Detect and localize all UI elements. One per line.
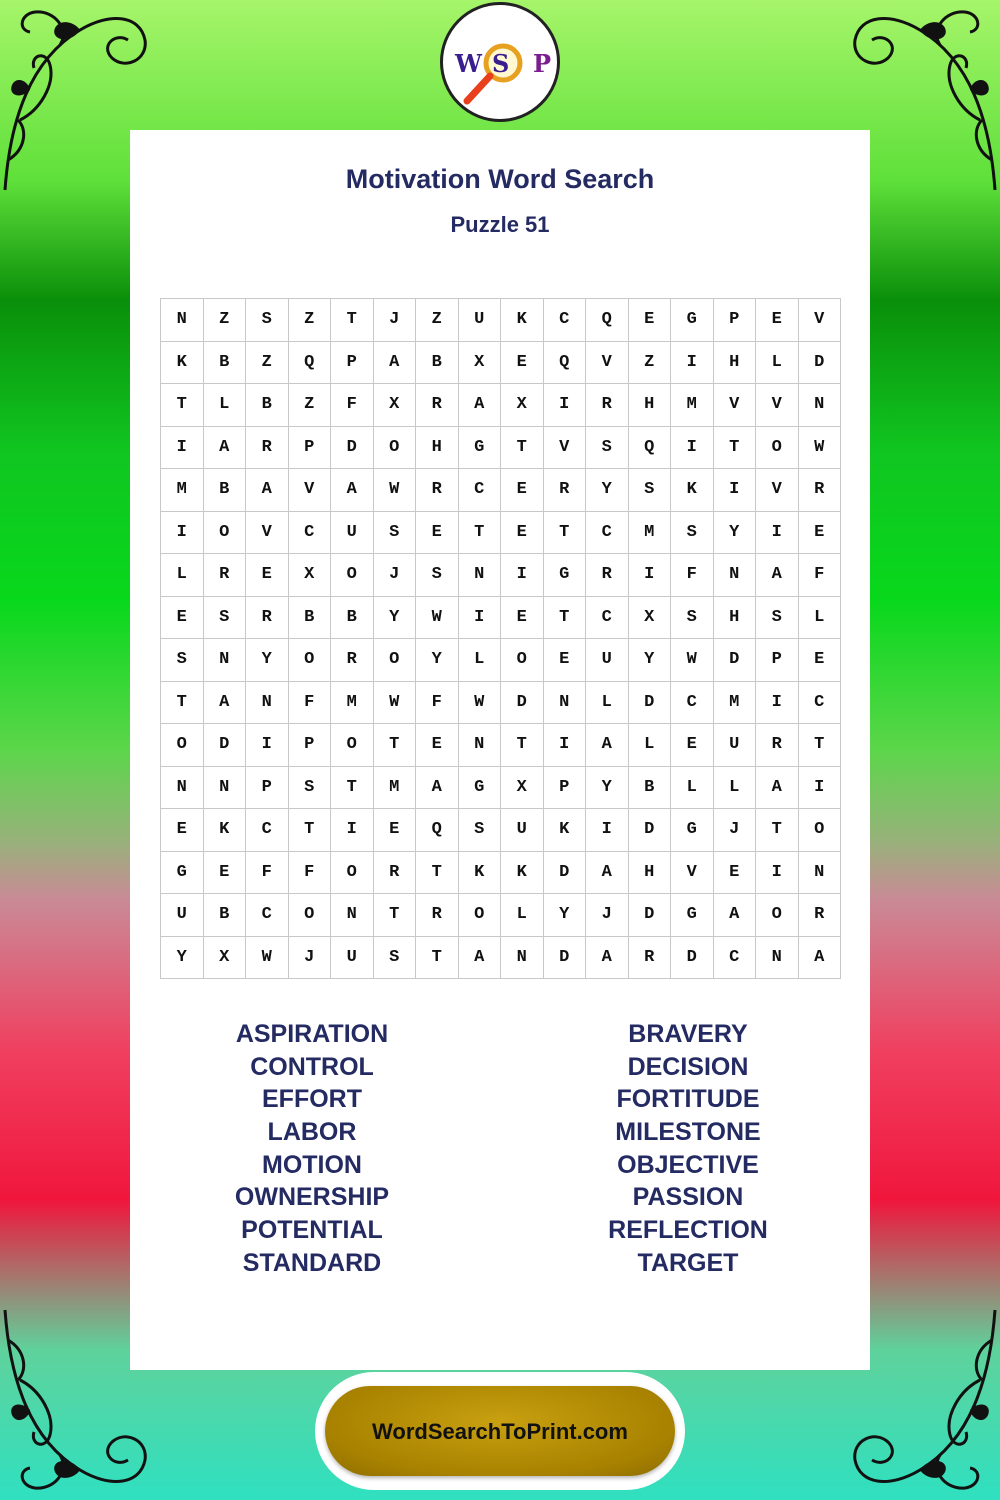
grid-cell[interactable]: L — [586, 682, 629, 725]
word-list-item: OWNERSHIP — [234, 1183, 390, 1212]
grid-cell[interactable]: L — [204, 384, 247, 427]
grid-cell[interactable]: T — [544, 512, 587, 555]
grid-cell[interactable]: U — [714, 724, 757, 767]
corner-flourish-top-right — [850, 0, 1000, 200]
grid-cell[interactable]: K — [501, 852, 544, 895]
grid-cell[interactable]: R — [586, 384, 629, 427]
grid-cell[interactable]: P — [544, 767, 587, 810]
grid-cell[interactable]: B — [629, 767, 672, 810]
grid-cell[interactable]: J — [714, 809, 757, 852]
grid-cell[interactable]: D — [671, 937, 714, 980]
grid-cell[interactable]: X — [501, 767, 544, 810]
grid-cell[interactable]: I — [714, 469, 757, 512]
grid-cell[interactable]: L — [714, 767, 757, 810]
grid-cell[interactable]: V — [544, 427, 587, 470]
grid-cell[interactable]: T — [416, 937, 459, 980]
grid-cell[interactable]: V — [246, 512, 289, 555]
grid-cell[interactable]: D — [629, 809, 672, 852]
grid-cell[interactable]: C — [586, 597, 629, 640]
grid-cell[interactable]: Y — [629, 639, 672, 682]
grid-cell[interactable]: C — [246, 809, 289, 852]
grid-cell[interactable]: F — [246, 852, 289, 895]
grid-cell[interactable]: A — [714, 894, 757, 937]
grid-cell[interactable]: A — [416, 767, 459, 810]
grid-cell[interactable]: I — [459, 597, 502, 640]
grid-cell[interactable]: B — [246, 384, 289, 427]
grid-cell[interactable]: B — [204, 469, 247, 512]
grid-cell[interactable]: D — [544, 852, 587, 895]
grid-cell[interactable]: F — [416, 682, 459, 725]
grid-cell[interactable]: Y — [161, 937, 204, 980]
grid-cell[interactable]: C — [246, 894, 289, 937]
grid-cell[interactable]: E — [161, 597, 204, 640]
grid-cell[interactable]: A — [459, 937, 502, 980]
grid-cell[interactable]: A — [246, 469, 289, 512]
grid-cell[interactable]: L — [161, 554, 204, 597]
grid-cell[interactable]: Y — [416, 639, 459, 682]
grid-cell[interactable]: T — [544, 597, 587, 640]
corner-flourish-bottom-left — [0, 1300, 150, 1500]
grid-cell[interactable]: A — [586, 937, 629, 980]
grid-cell[interactable]: E — [544, 639, 587, 682]
grid-cell[interactable]: P — [714, 299, 757, 342]
grid-cell[interactable]: R — [246, 597, 289, 640]
grid-cell[interactable]: K — [544, 809, 587, 852]
letter-grid — [160, 298, 841, 979]
grid-cell[interactable]: L — [629, 724, 672, 767]
grid-cell[interactable]: E — [501, 512, 544, 555]
grid-cell[interactable]: A — [459, 384, 502, 427]
wsp-logo — [440, 2, 560, 122]
grid-cell[interactable]: I — [799, 767, 842, 810]
grid-cell[interactable]: N — [161, 767, 204, 810]
grid-cell[interactable]: K — [671, 469, 714, 512]
grid-cell[interactable]: E — [629, 299, 672, 342]
grid-cell[interactable]: N — [161, 299, 204, 342]
grid-cell[interactable]: R — [204, 554, 247, 597]
grid-cell[interactable]: C — [544, 299, 587, 342]
word-list-item: PASSION — [632, 1183, 744, 1212]
grid-cell[interactable]: Q — [416, 809, 459, 852]
grid-cell[interactable]: T — [501, 724, 544, 767]
grid-cell[interactable]: P — [756, 639, 799, 682]
grid-cell[interactable]: G — [671, 809, 714, 852]
grid-cell[interactable]: T — [331, 299, 374, 342]
grid-cell[interactable]: Y — [586, 469, 629, 512]
grid-cell[interactable]: U — [501, 809, 544, 852]
grid-cell[interactable]: S — [289, 767, 332, 810]
grid-cell[interactable]: D — [204, 724, 247, 767]
grid-cell[interactable]: S — [586, 427, 629, 470]
grid-cell[interactable]: X — [289, 554, 332, 597]
grid-cell[interactable]: E — [501, 342, 544, 385]
grid-cell[interactable]: E — [714, 852, 757, 895]
grid-cell[interactable]: H — [416, 427, 459, 470]
grid-cell[interactable]: A — [586, 724, 629, 767]
grid-cell[interactable]: E — [416, 512, 459, 555]
grid-cell[interactable]: V — [714, 384, 757, 427]
grid-cell[interactable]: V — [586, 342, 629, 385]
grid-cell[interactable]: B — [204, 342, 247, 385]
grid-cell[interactable]: O — [756, 427, 799, 470]
word-list-item: ASPIRATION — [235, 1020, 389, 1048]
grid-cell[interactable]: O — [374, 427, 417, 470]
grid-cell[interactable]: H — [629, 852, 672, 895]
grid-cell[interactable]: N — [714, 554, 757, 597]
grid-cell[interactable]: E — [756, 299, 799, 342]
word-list-item: REFLECTION — [608, 1216, 768, 1245]
grid-cell[interactable]: N — [799, 384, 842, 427]
grid-cell[interactable]: Z — [246, 342, 289, 385]
grid-cell[interactable]: X — [374, 384, 417, 427]
grid-cell[interactable]: T — [416, 852, 459, 895]
grid-cell[interactable]: U — [331, 937, 374, 980]
logo-letter-s: S — [492, 49, 510, 78]
grid-cell[interactable]: O — [501, 639, 544, 682]
grid-cell[interactable]: L — [501, 894, 544, 937]
grid-cell[interactable]: N — [501, 937, 544, 980]
grid-cell[interactable]: S — [246, 299, 289, 342]
grid-cell[interactable]: J — [289, 937, 332, 980]
grid-cell[interactable]: L — [671, 767, 714, 810]
grid-cell[interactable]: O — [331, 554, 374, 597]
grid-cell[interactable]: S — [374, 937, 417, 980]
grid-cell[interactable]: Y — [246, 639, 289, 682]
grid-cell[interactable]: N — [756, 937, 799, 980]
grid-cell[interactable]: Z — [204, 299, 247, 342]
grid-cell[interactable]: H — [714, 342, 757, 385]
logo-letter-p: P — [533, 49, 552, 78]
grid-cell[interactable]: U — [161, 894, 204, 937]
grid-cell[interactable]: Q — [586, 299, 629, 342]
grid-cell[interactable]: K — [459, 852, 502, 895]
corner-flourish-top-left — [0, 0, 150, 200]
grid-cell[interactable]: J — [374, 554, 417, 597]
grid-cell[interactable]: S — [204, 597, 247, 640]
grid-cell[interactable]: N — [331, 894, 374, 937]
grid-cell[interactable]: F — [289, 852, 332, 895]
grid-cell[interactable]: V — [756, 469, 799, 512]
grid-cell[interactable]: A — [204, 427, 247, 470]
grid-cell[interactable]: S — [374, 512, 417, 555]
grid-cell[interactable]: Z — [629, 342, 672, 385]
grid-cell[interactable]: O — [204, 512, 247, 555]
grid-cell[interactable]: R — [416, 469, 459, 512]
grid-cell[interactable]: D — [799, 342, 842, 385]
grid-cell[interactable]: O — [289, 639, 332, 682]
grid-cell[interactable]: W — [671, 639, 714, 682]
grid-cell[interactable]: F — [289, 682, 332, 725]
grid-cell[interactable]: P — [331, 342, 374, 385]
grid-cell[interactable]: N — [459, 724, 502, 767]
grid-cell[interactable]: M — [331, 682, 374, 725]
grid-cell[interactable]: E — [799, 639, 842, 682]
grid-cell[interactable]: V — [756, 384, 799, 427]
grid-cell[interactable]: I — [671, 427, 714, 470]
grid-cell[interactable]: L — [459, 639, 502, 682]
grid-cell[interactable]: L — [756, 342, 799, 385]
grid-cell[interactable]: D — [501, 682, 544, 725]
grid-cell[interactable]: M — [161, 469, 204, 512]
grid-cell[interactable]: W — [246, 937, 289, 980]
grid-cell[interactable]: R — [331, 639, 374, 682]
grid-cell[interactable]: L — [799, 597, 842, 640]
grid-cell[interactable]: O — [331, 724, 374, 767]
grid-cell[interactable]: N — [799, 852, 842, 895]
grid-cell[interactable]: T — [756, 809, 799, 852]
grid-cell[interactable]: T — [714, 427, 757, 470]
grid-cell[interactable]: B — [204, 894, 247, 937]
grid-cell[interactable]: A — [331, 469, 374, 512]
grid-cell[interactable]: M — [374, 767, 417, 810]
grid-cell[interactable]: E — [416, 724, 459, 767]
word-list-item: POTENTIAL — [241, 1216, 383, 1245]
grid-cell[interactable]: N — [246, 682, 289, 725]
grid-cell[interactable]: C — [586, 512, 629, 555]
grid-cell[interactable]: G — [544, 554, 587, 597]
grid-cell[interactable]: T — [374, 894, 417, 937]
puzzle-title: Motivation Word Search — [345, 164, 655, 194]
grid-cell[interactable]: H — [629, 384, 672, 427]
grid-cell[interactable]: D — [544, 937, 587, 980]
grid-cell[interactable]: R — [246, 427, 289, 470]
grid-cell[interactable]: E — [799, 512, 842, 555]
word-list-left — [162, 1018, 462, 1280]
puzzle-sheet — [130, 130, 870, 1370]
logo-letter-w: W — [455, 49, 482, 78]
grid-cell[interactable]: A — [799, 937, 842, 980]
grid-cell[interactable]: K — [501, 299, 544, 342]
word-list-right — [538, 1018, 838, 1280]
grid-cell[interactable]: I — [629, 554, 672, 597]
word-list-item: LABOR — [267, 1118, 357, 1147]
grid-cell[interactable]: E — [161, 809, 204, 852]
grid-cell[interactable]: R — [374, 852, 417, 895]
word-list-item: STANDARD — [242, 1248, 382, 1277]
grid-cell[interactable]: Y — [544, 894, 587, 937]
grid-cell[interactable]: S — [671, 512, 714, 555]
grid-cell[interactable]: E — [246, 554, 289, 597]
grid-cell[interactable]: T — [459, 512, 502, 555]
grid-cell[interactable]: A — [374, 342, 417, 385]
grid-cell[interactable]: J — [374, 299, 417, 342]
grid-cell[interactable]: A — [204, 682, 247, 725]
grid-cell[interactable]: G — [671, 299, 714, 342]
grid-cell[interactable]: Y — [586, 767, 629, 810]
grid-cell[interactable]: K — [161, 342, 204, 385]
grid-cell[interactable]: S — [416, 554, 459, 597]
grid-cell[interactable]: W — [374, 682, 417, 725]
grid-cell[interactable]: G — [459, 427, 502, 470]
word-list-item: BRAVERY — [628, 1020, 748, 1048]
grid-cell[interactable]: T — [374, 724, 417, 767]
grid-cell[interactable]: W — [459, 682, 502, 725]
grid-cell[interactable]: Q — [629, 427, 672, 470]
grid-cell[interactable]: W — [374, 469, 417, 512]
grid-cell[interactable]: C — [799, 682, 842, 725]
grid-cell[interactable]: N — [544, 682, 587, 725]
footer-badge[interactable] — [315, 1372, 685, 1490]
grid-cell[interactable]: I — [161, 512, 204, 555]
grid-cell[interactable]: O — [289, 894, 332, 937]
grid-cell[interactable]: S — [756, 597, 799, 640]
grid-cell[interactable]: F — [799, 554, 842, 597]
grid-cell[interactable]: R — [756, 724, 799, 767]
grid-cell[interactable]: C — [671, 682, 714, 725]
grid-cell[interactable]: S — [629, 469, 672, 512]
word-list-item: DECISION — [627, 1052, 749, 1081]
grid-cell[interactable]: I — [544, 724, 587, 767]
grid-cell[interactable]: R — [416, 894, 459, 937]
word-list-item: CONTROL — [250, 1052, 374, 1081]
grid-cell[interactable]: R — [799, 894, 842, 937]
corner-flourish-bottom-right — [850, 1300, 1000, 1500]
site-link[interactable]: WordSearchToPrint.com — [372, 1419, 628, 1444]
grid-cell[interactable]: X — [629, 597, 672, 640]
word-list-item: FORTITUDE — [616, 1085, 760, 1114]
grid-cell[interactable]: O — [161, 724, 204, 767]
grid-cell[interactable]: U — [331, 512, 374, 555]
grid-cell[interactable]: Z — [289, 384, 332, 427]
grid-cell[interactable]: E — [501, 469, 544, 512]
grid-cell[interactable]: Y — [714, 512, 757, 555]
word-list-item: OBJECTIVE — [617, 1150, 759, 1179]
grid-cell[interactable]: I — [671, 342, 714, 385]
grid-cell[interactable]: D — [714, 639, 757, 682]
grid-cell[interactable]: I — [586, 809, 629, 852]
word-list-item: TARGET — [637, 1248, 739, 1277]
grid-cell[interactable]: O — [756, 894, 799, 937]
grid-cell[interactable]: S — [671, 597, 714, 640]
word-list-item: EFFORT — [262, 1085, 362, 1114]
grid-cell[interactable]: R — [586, 554, 629, 597]
grid-cell[interactable]: X — [459, 342, 502, 385]
grid-cell[interactable]: I — [246, 724, 289, 767]
grid-cell[interactable]: G — [459, 767, 502, 810]
grid-cell[interactable]: A — [586, 852, 629, 895]
grid-cell[interactable]: P — [289, 427, 332, 470]
grid-cell[interactable]: K — [204, 809, 247, 852]
grid-cell[interactable]: T — [161, 682, 204, 725]
grid-cell[interactable]: Z — [416, 299, 459, 342]
grid-cell[interactable]: M — [714, 682, 757, 725]
grid-cell[interactable]: X — [501, 384, 544, 427]
grid-cell[interactable]: U — [459, 299, 502, 342]
grid-cell[interactable]: V — [289, 469, 332, 512]
grid-cell[interactable]: O — [374, 639, 417, 682]
grid-cell[interactable]: W — [416, 597, 459, 640]
grid-cell[interactable]: R — [629, 937, 672, 980]
grid-cell[interactable]: R — [799, 469, 842, 512]
grid-cell[interactable]: C — [459, 469, 502, 512]
grid-cell[interactable]: H — [714, 597, 757, 640]
grid-cell[interactable]: E — [671, 724, 714, 767]
grid-cell[interactable]: N — [204, 767, 247, 810]
grid-cell[interactable]: I — [756, 512, 799, 555]
grid-cell[interactable]: N — [459, 554, 502, 597]
grid-cell[interactable]: F — [331, 384, 374, 427]
puzzle-number: Puzzle 51 — [450, 212, 550, 237]
grid-cell[interactable]: I — [501, 554, 544, 597]
grid-cell[interactable]: M — [671, 384, 714, 427]
word-list-item: MILESTONE — [615, 1118, 761, 1147]
grid-cell[interactable]: T — [289, 809, 332, 852]
grid-cell[interactable]: O — [331, 852, 374, 895]
grid-cell[interactable]: G — [161, 852, 204, 895]
grid-cell[interactable]: E — [501, 597, 544, 640]
grid-cell[interactable]: R — [416, 384, 459, 427]
grid-cell[interactable]: B — [331, 597, 374, 640]
grid-cell[interactable]: W — [799, 427, 842, 470]
grid-cell[interactable]: U — [586, 639, 629, 682]
grid-cell[interactable]: D — [331, 427, 374, 470]
grid-cell[interactable]: V — [671, 852, 714, 895]
grid-cell[interactable]: I — [756, 682, 799, 725]
grid-cell[interactable]: V — [799, 299, 842, 342]
grid-cell[interactable]: O — [459, 894, 502, 937]
grid-cell[interactable]: P — [289, 724, 332, 767]
grid-cell[interactable]: I — [331, 809, 374, 852]
grid-cell[interactable]: X — [204, 937, 247, 980]
word-list-item: MOTION — [262, 1150, 362, 1179]
grid-cell[interactable]: N — [204, 639, 247, 682]
grid-cell[interactable]: B — [416, 342, 459, 385]
grid-cell[interactable]: M — [629, 512, 672, 555]
grid-cell[interactable]: P — [246, 767, 289, 810]
grid-cell[interactable]: A — [756, 554, 799, 597]
grid-cell[interactable]: T — [331, 767, 374, 810]
grid-cell[interactable]: O — [799, 809, 842, 852]
grid-cell[interactable]: I — [544, 384, 587, 427]
grid-cell[interactable]: Z — [289, 299, 332, 342]
grid-cell[interactable]: R — [544, 469, 587, 512]
grid-cell[interactable]: T — [799, 724, 842, 767]
grid-cell[interactable]: D — [629, 894, 672, 937]
grid-cell[interactable]: Q — [544, 342, 587, 385]
grid-cell[interactable]: S — [459, 809, 502, 852]
grid-cell[interactable]: D — [629, 682, 672, 725]
grid-cell[interactable]: G — [671, 894, 714, 937]
grid-cell[interactable]: E — [204, 852, 247, 895]
grid-cell[interactable]: B — [289, 597, 332, 640]
grid-cell[interactable]: C — [289, 512, 332, 555]
grid-cell[interactable]: A — [756, 767, 799, 810]
grid-cell[interactable]: T — [161, 384, 204, 427]
grid-cell[interactable]: C — [714, 937, 757, 980]
grid-cell[interactable]: J — [586, 894, 629, 937]
grid-cell[interactable]: S — [161, 639, 204, 682]
grid-cell[interactable]: E — [374, 809, 417, 852]
grid-cell[interactable]: F — [671, 554, 714, 597]
grid-cell[interactable]: I — [756, 852, 799, 895]
grid-cell[interactable]: T — [501, 427, 544, 470]
grid-cell[interactable]: Q — [289, 342, 332, 385]
grid-cell[interactable]: Y — [374, 597, 417, 640]
grid-cell[interactable]: I — [161, 427, 204, 470]
